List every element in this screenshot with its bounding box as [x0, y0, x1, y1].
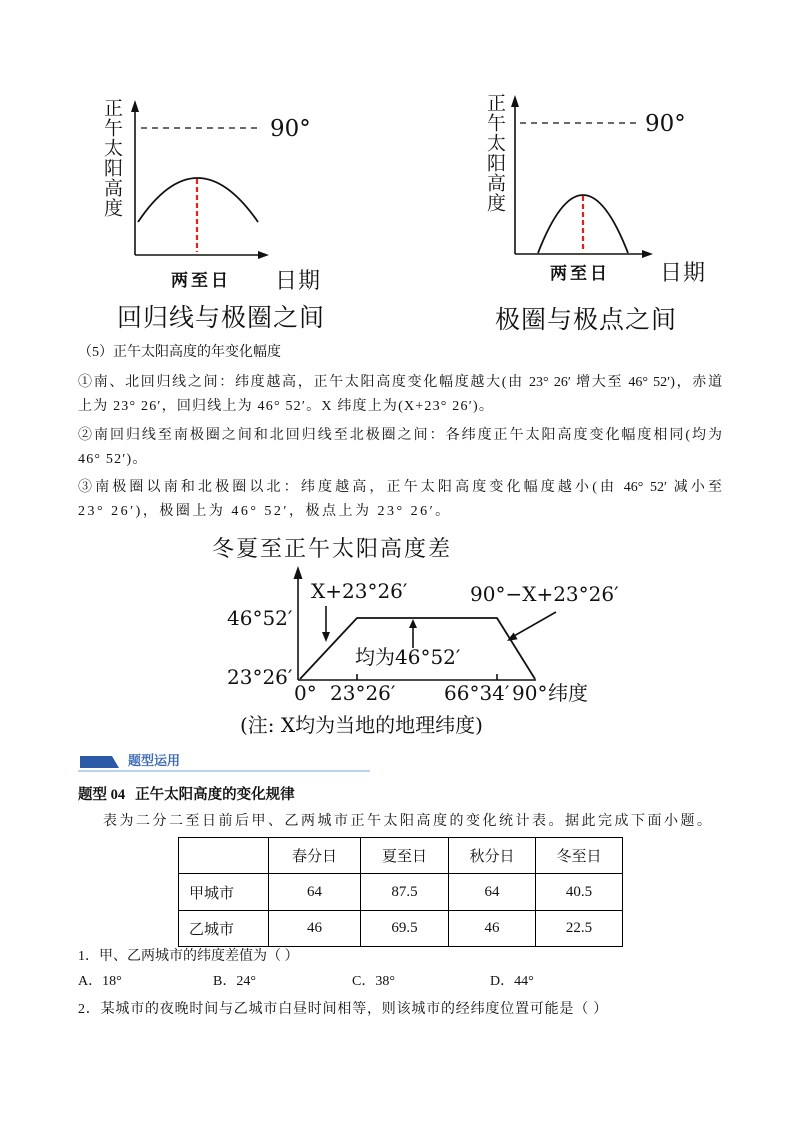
solstice-altitude-difference-figure: [205, 528, 625, 748]
table-row-label: 甲城市: [179, 874, 269, 911]
ninety-degree-label: 90°: [270, 116, 311, 142]
question-1-option-d: D．44°: [490, 974, 534, 989]
table-cell: 64: [269, 874, 361, 911]
question-1-stem: 1．甲、乙两城市的纬度差值为（ ）: [78, 949, 299, 964]
table-cell: 46: [269, 911, 361, 947]
plateau-label-arrowhead: [409, 619, 417, 628]
table-corner-cell: [179, 838, 269, 874]
table-cell: 69.5: [361, 911, 449, 947]
annual-range-item-2-line-2: 46° 52′)。: [78, 452, 148, 467]
table-header-cell: 冬至日: [536, 838, 623, 874]
figure-tropics-to-polar-circle: [90, 90, 350, 300]
x-axis-label: 日期: [660, 261, 707, 286]
y-axis-label-right: 正午太阳高度: [484, 93, 506, 213]
falling-segment-label: 90°−X+23°26′: [470, 582, 619, 606]
table-header-cell: 夏至日: [361, 838, 449, 874]
table-cell: 87.5: [361, 874, 449, 911]
annual-range-item-1-line-1: ①南、北回归线之间：纬度越高，正午太阳高度变化幅度越大(由 23° 26′ 增大至 46° 52′)，赤道: [78, 375, 722, 390]
question-type-heading: [78, 785, 295, 805]
y-axis-label-left: 正午太阳高度: [101, 98, 123, 218]
y-axis-arrowhead: [294, 566, 303, 579]
y-axis-arrowhead: [511, 95, 519, 107]
question-type-number: 题型 04: [78, 787, 126, 803]
y-tick-lower: 23°26′: [227, 665, 293, 689]
x-tick-label: 23°26′: [330, 681, 396, 705]
x-tick-label: 90°: [512, 681, 548, 705]
table-header-cell: 春分日: [269, 838, 361, 874]
table-row: [179, 911, 623, 947]
question-1-option-a: A．18°: [78, 974, 122, 989]
annual-range-item-1-line-2: 上为 23° 26′，回归线上为 46° 52′。X 纬度上为(X+23° 26′)。: [78, 399, 495, 414]
solstice-marker-label: 两至日: [171, 271, 231, 291]
solstice-marker-label: 两至日: [550, 264, 610, 284]
noon-altitude-table: [178, 837, 623, 947]
figure-note: (注: X均为当地的地理纬度): [240, 713, 483, 737]
question-1-option-c: C．38°: [352, 974, 395, 989]
question-1-option-b: B．24°: [213, 974, 256, 989]
table-cell: 22.5: [536, 911, 623, 947]
annual-range-item-3-line-2: 23° 26′)，极圈上为 46° 52′，极点上为 23° 26′。: [78, 504, 452, 519]
x-axis-arrowhead: [258, 251, 269, 259]
annual-range-heading: （5）正午太阳高度的年变化幅度: [78, 345, 281, 360]
y-axis-arrowhead: [131, 100, 139, 112]
table-row-label: 乙城市: [179, 911, 269, 947]
annual-range-item-3-line-1: ③南极圈以南和北极圈以北：纬度越高，正午太阳高度变化幅度越小(由 46° 52′ 减小至: [78, 480, 722, 495]
plateau-label: 均为46°52′: [355, 645, 461, 669]
table-header-row: [179, 838, 623, 874]
rising-segment-label: X+23°26′: [311, 579, 408, 603]
banner-tab-shape: [80, 756, 119, 768]
table-row: [179, 874, 623, 911]
section-banner-label: 题型运用: [128, 754, 181, 769]
table-cell: 46: [449, 911, 536, 947]
table-header-cell: 秋分日: [449, 838, 536, 874]
section-banner: [76, 752, 376, 774]
question-type-title: 正午太阳高度的变化规律: [135, 787, 295, 803]
question-2-stem: 2．某城市的夜晚时间与乙城市白昼时间相等，则该城市的经纬度位置可能是（ ）: [78, 1002, 609, 1017]
question-stem: 表为二分二至日前后甲、乙两城市正午太阳高度的变化统计表。据此完成下面小题。: [103, 814, 714, 829]
table-cell: 64: [449, 874, 536, 911]
x-axis-label: 纬度: [548, 681, 588, 705]
figure-title: 冬夏至正午太阳高度差: [212, 537, 453, 562]
figure-caption-right: 极圈与极点之间: [495, 305, 678, 334]
annual-range-item-2-line-1: ②南回归线至南极圈之间和北回归线至北极圈之间：各纬度正午太阳高度变化幅度相同(均为: [78, 428, 722, 443]
falling-label-arrow: [514, 612, 556, 636]
rising-label-arrowhead: [322, 632, 330, 642]
x-axis-arrowhead: [642, 250, 653, 258]
table-cell: 40.5: [536, 874, 623, 911]
x-tick-label: 66°34′: [444, 681, 510, 705]
figure-caption-left: 回归线与极圈之间: [117, 303, 326, 332]
x-axis-label: 日期: [275, 269, 322, 294]
y-tick-upper: 46°52′: [227, 606, 293, 630]
ninety-degree-label: 90°: [645, 111, 686, 137]
x-tick-label: 0°: [294, 681, 317, 705]
figure-polar-circle-to-pole: [470, 85, 730, 295]
